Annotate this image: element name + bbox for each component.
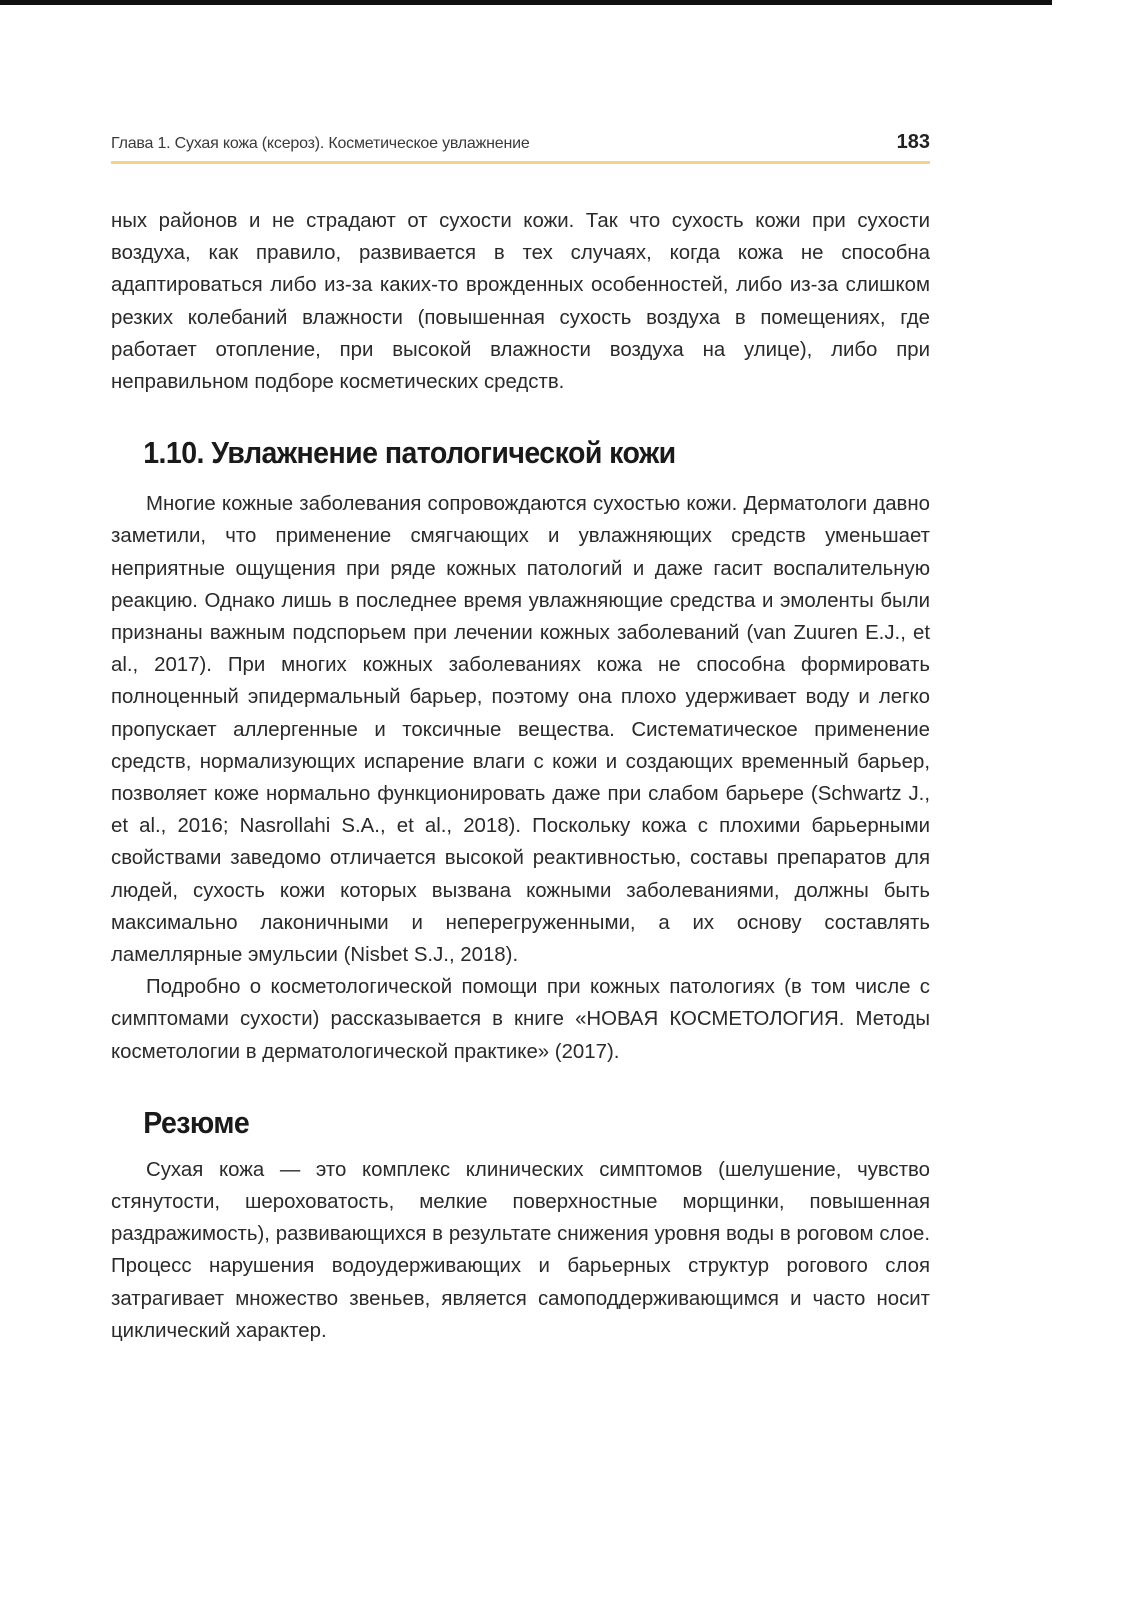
intro-paragraph: ных районов и не страдают от сухости кожи. Так что сухость кожи при сухости воздуха, как правило, развивается в тех случаях, когда кожа не способна адаптироваться либо из-за каких-то врожденных особенностей, либо из-за слишком резких колебаний влажности (повышенная сухость воздуха в помещениях, где работает отопление, при высокой влажности воздуха на улице), либо при неправильном подборе косметических средств. — [111, 210, 930, 394]
section-paragraph-1: Многие кожные заболевания сопровождаются сухостью кожи. Дерматологи давно заметили, что применение смягчающих и увлажняющих средств уменьшает неприятные ощущения при ряде кожных патологий и даже гасит воспалительную реакцию. Однако лишь в последнее время увлажняющие средства и эмоленты были признаны важным подспорьем при лечении кожных заболеваний (van Zuuren E.J., et al., 2017). При многих кожных заболеваниях кожа не способна формировать полноценный эпидермальный барьер, поэтому она плохо удерживает воду и легко пропускает аллергенные и токсичные вещества. Систематическое применение средств, нормализующих испарение влаги с кожи и создающих временный барьер, позволяет коже нормально функционировать даже при слабом барьере (Schwartz J., et al., 2016; Nasrollahi S.A., et al., 2018). Поскольку кожа с плохими барьерными свойствами заведомо отличается высокой реактивностью, составы препаратов для людей, сухость кожи которых вызвана кожными заболеваниями, должны быть максимально лаконичными и неперегруженными, а их основу составлять ламеллярные эмульсии (Nisbet S.J., 2018). — [111, 493, 930, 967]
page-content — [111, 205, 930, 1347]
summary-paragraph: Сухая кожа — это комплекс клинических симптомов (шелушение, чувство стянутости, шероховатость, мелкие поверхностные морщинки, повышенная раздражимость), развивающихся в результате снижения уровня воды в роговом слое. Процесс нарушения водоудерживающих и барьерных структур рогового слоя затрагивает множество звеньев, является самоподдерживающимся и часто носит циклический характер. — [111, 1158, 930, 1342]
summary-heading: Резюме — [143, 1104, 250, 1140]
section-paragraph-2: Подробно о косметологической помощи при кожных патологиях (в том числе с симптомами сухости) рассказывается в книге «НОВАЯ КОСМЕТОЛОГИЯ. Методы косметологии в дерматологической практике» (2017). — [111, 976, 930, 1063]
top-edge-bar — [0, 0, 1052, 5]
running-title: Глава 1. Сухая кожа (ксероз). Косметическое увлажнение — [111, 135, 530, 152]
section-heading: 1.10. Увлажнение патологической кожи — [143, 435, 676, 471]
page-number: 183 — [896, 131, 930, 153]
running-header — [111, 131, 930, 164]
